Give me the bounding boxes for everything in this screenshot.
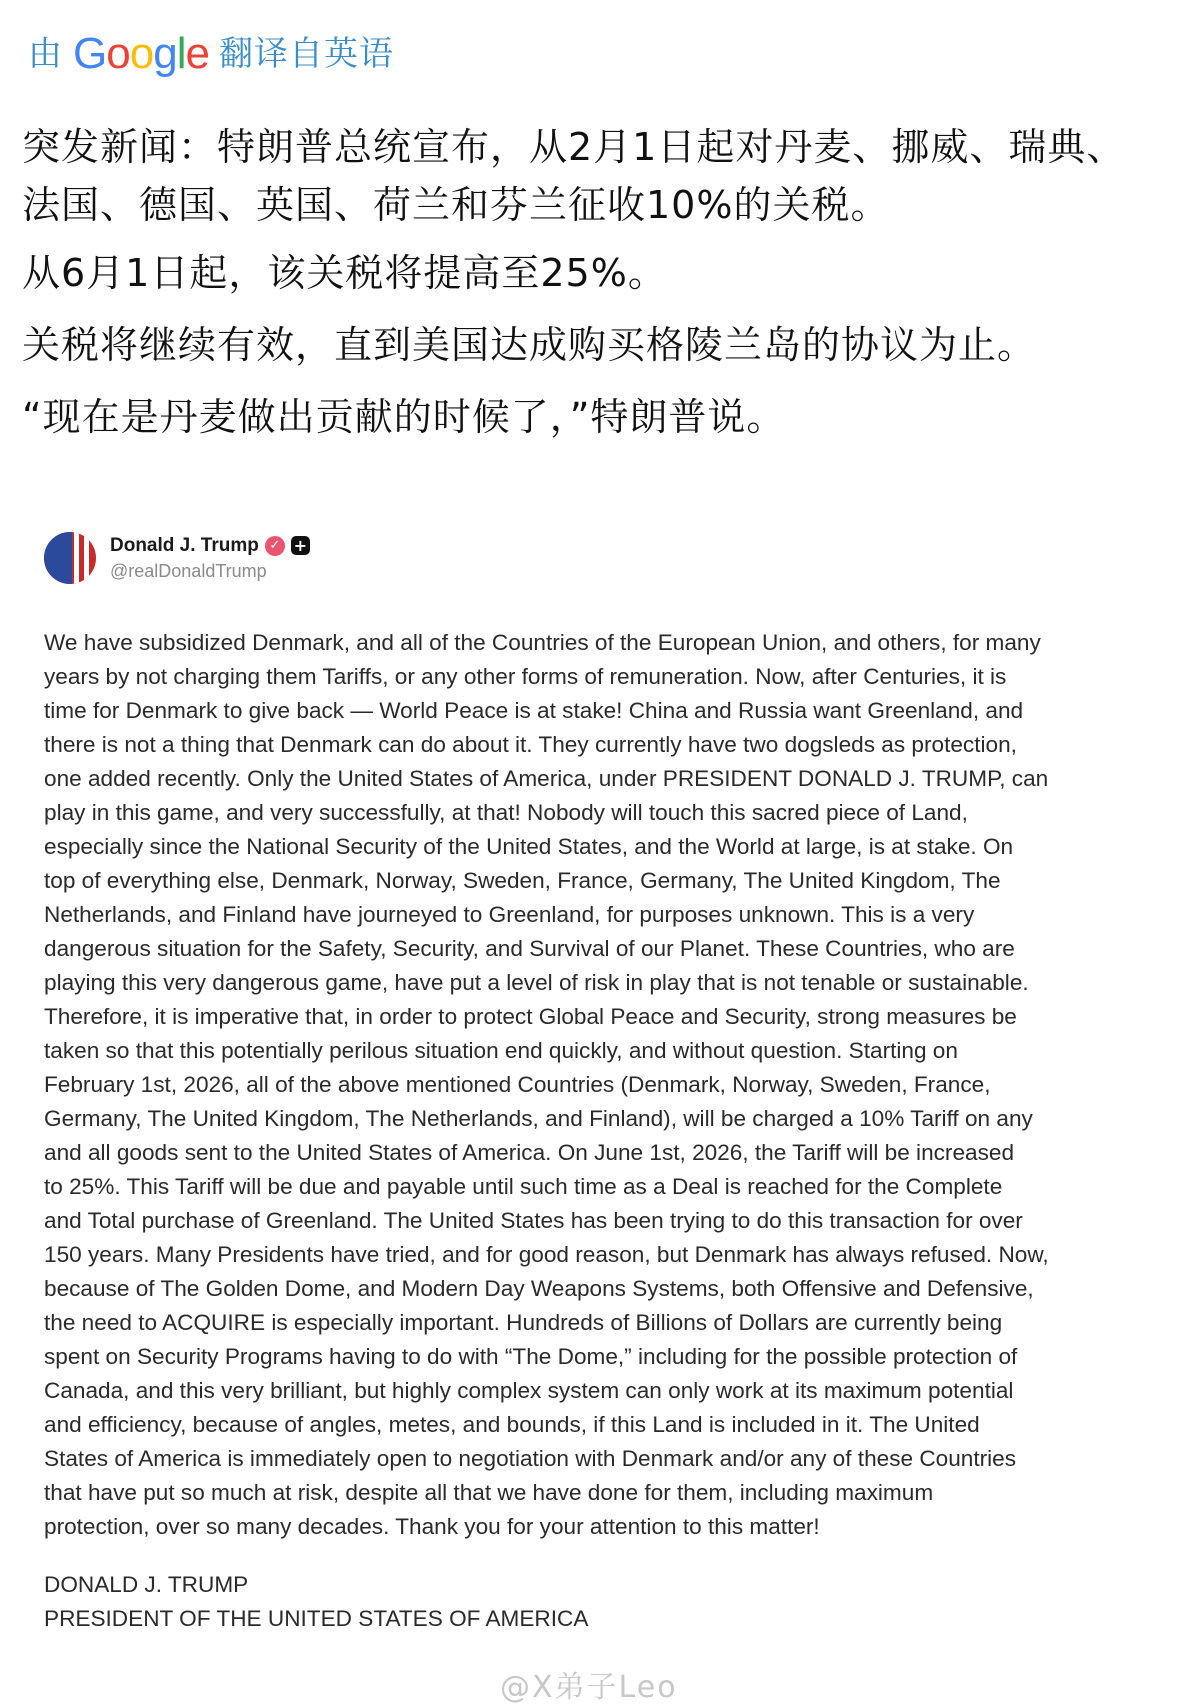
summary-paragraph: 突发新闻：特朗普总统宣布，从2月1日起对丹麦、挪威、瑞典、法国、德国、英国、荷兰和芬兰征收10%的关税。	[22, 125, 1126, 227]
verified-check-icon: ✓	[265, 536, 285, 556]
google-logo: Google	[73, 29, 209, 78]
translated-by-prefix: 由	[28, 34, 63, 74]
post-line: play in this game, and very successfully, at that! Nobody will touch this sacred piece of Land,	[44, 800, 968, 825]
post-line: especially since the National Security of the United States, and the World at large, is at stake. On	[44, 834, 1014, 859]
post-line: and Total purchase of Greenland. The United States has been trying to do this transaction for over	[44, 1208, 1023, 1233]
post-signature	[44, 1568, 1144, 1636]
summary-paragraph: 从6月1日起，该关税将提高至25%。	[22, 251, 667, 295]
avatar[interactable]	[44, 532, 96, 584]
google-translate-banner	[28, 28, 394, 80]
post-line: We have subsidized Denmark, and all of the Countries of the European Union, and others, for many	[44, 630, 1041, 655]
summary-paragraph: “现在是丹麦做出贡献的时候了，”特朗普说。	[22, 395, 786, 439]
post-line: that have put so much at risk, despite all that we have done for them, including maximum	[44, 1480, 934, 1505]
social-post-card	[44, 528, 1144, 1636]
plus-badge-icon: +	[291, 536, 310, 555]
post-line: Therefore, it is imperative that, in order to protect Global Peace and Security, strong measures be	[44, 1004, 1017, 1029]
post-line: the need to ACQUIRE is especially important. Hundreds of Billions of Dollars are currently being	[44, 1310, 1003, 1335]
post-line: there is not a thing that Denmark can do about it. They currently have two dogsleds as protection,	[44, 732, 1017, 757]
post-author-header	[44, 528, 1144, 588]
post-line: because of The Golden Dome, and Modern Day Weapons Systems, both Offensive and Defensive,	[44, 1276, 1034, 1301]
signature-name: DONALD J. TRUMP	[44, 1572, 249, 1597]
post-line: spent on Security Programs having to do with “The Dome,” including for the possible protection of	[44, 1344, 1018, 1369]
chinese-news-summary	[22, 118, 1152, 460]
post-line: taken so that this potentially perilous situation end quickly, and without question. Starting on	[44, 1038, 958, 1063]
post-body-text	[44, 626, 1134, 1544]
author-handle[interactable]: @realDonaldTrump	[110, 560, 267, 581]
post-line: one added recently. Only the United States of America, under PRESIDENT DONALD J. TRUMP, can	[44, 766, 1049, 791]
post-line: 150 years. Many Presidents have tried, and for good reason, but Denmark has always refused. Now,	[44, 1242, 1049, 1267]
author-display-name[interactable]: Donald J. Trump	[110, 534, 259, 556]
post-line: and all goods sent to the United States of America. On June 1st, 2026, the Tariff will be increased	[44, 1140, 1015, 1165]
post-line: Canada, and this very brilliant, but highly complex system can only work at its maximum potential	[44, 1378, 1014, 1403]
post-line: top of everything else, Denmark, Norway, Sweden, France, Germany, The United Kingdom, The	[44, 868, 1001, 893]
post-line: Germany, The United Kingdom, The Netherlands, and Finland), will be charged a 10% Tariff on any	[44, 1106, 1033, 1131]
summary-paragraph: 关税将继续有效，直到美国达成购买格陵兰岛的协议为止。	[22, 323, 1037, 367]
post-line: dangerous situation for the Safety, Security, and Survival of our Planet. These Countries, who are	[44, 936, 1015, 961]
weibo-watermark: @X弟子Leo	[500, 1670, 678, 1705]
translated-from-english-label: 翻译自英语	[218, 34, 394, 74]
post-line: playing this very dangerous game, have put a level of risk in play that is not tenable or sustainable.	[44, 970, 1029, 995]
post-line: February 1st, 2026, all of the above mentioned Countries (Denmark, Norway, Sweden, France,	[44, 1072, 991, 1097]
post-line: States of America is immediately open to negotiation with Denmark and/or any of these Countries	[44, 1446, 1017, 1471]
post-line: Netherlands, and Finland have journeyed to Greenland, for purposes unknown. This is a very	[44, 902, 975, 927]
post-line: time for Denmark to give back — World Peace is at stake! China and Russia want Greenland, and	[44, 698, 1024, 723]
post-line: years by not charging them Tariffs, or any other forms of remuneration. Now, after Centuries, it is	[44, 664, 1007, 689]
post-line: and efficiency, because of angles, metes, and bounds, if this Land is included in it. The United	[44, 1412, 980, 1437]
signature-title: PRESIDENT OF THE UNITED STATES OF AMERICA	[44, 1606, 589, 1631]
post-line: to 25%. This Tariff will be due and payable until such time as a Deal is reached for the Complete	[44, 1174, 1003, 1199]
post-line: protection, over so many decades. Thank you for your attention to this matter!	[44, 1514, 820, 1539]
